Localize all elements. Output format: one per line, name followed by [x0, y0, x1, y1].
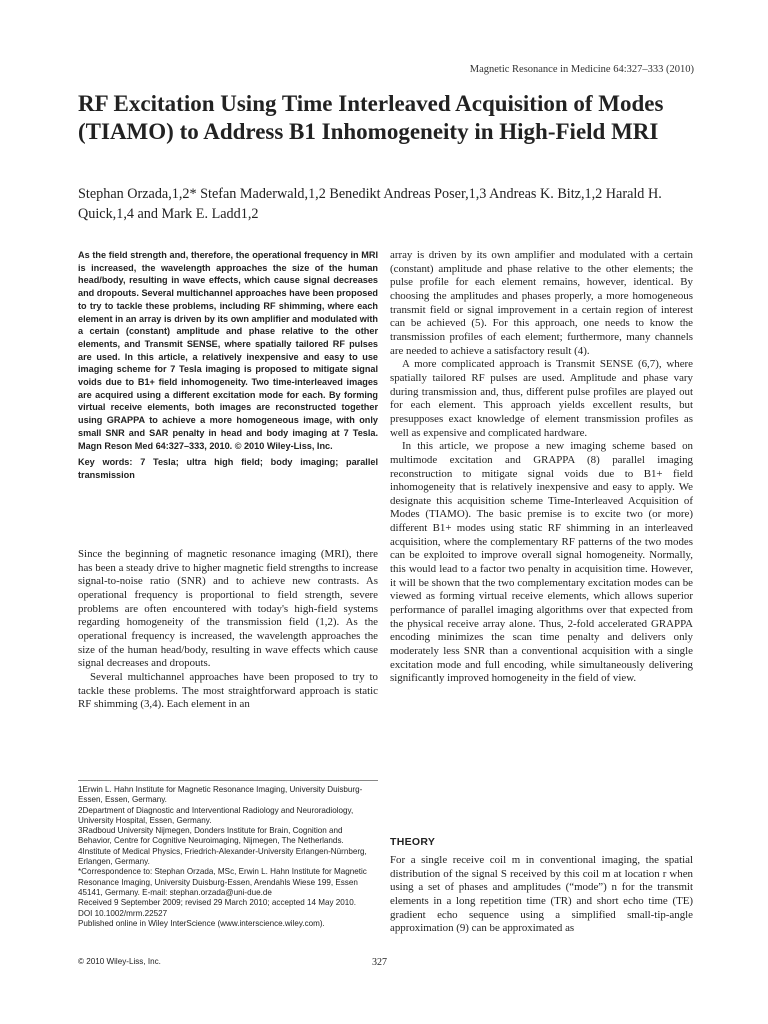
footnote: Received 9 September 2009; revised 29 March 2010; accepted 14 May 2010. [78, 898, 357, 908]
abstract-text: As the field strength and, therefore, the operational frequency in MRI is increased, the wavelength approaches the size of the human head/body, resulting in wave effects, which cause signal decreases and dropouts. Several multichannel approaches have been proposed to try to tackle these problems, including RF shimming, where each element in an array is driven by its own amplifier and modulated with a certain (constant) amplitude and phase relative to the other elements, and Transmit SENSE, where spatially tailored RF pulses are used. In this article, a relatively inexpensive and easy to use imaging scheme for 7 Tesla imaging is proposed to mitigate signal voids due to B1+ field inhomogeneity. Two time-interleaved images are acquired using a different excitation mode for each. By forming virtual receive elements, both images are reconstructed together using GRAPPA to achieve a more homogeneous image, with only small SNR and SAR penalty in head and body imaging at 7 Tesla. Magn Reson Med 64:327–333, 2010. © 2010 Wiley-Liss, Inc. [78, 250, 378, 451]
keywords: Key words: 7 Tesla; ultra high field; body imaging; parallel transmission [78, 457, 378, 480]
paper-title: RF Excitation Using Time Interleaved Acquisition of Modes (TIAMO) to Address B1 Inhomogeneity in High-Field MRI [78, 91, 664, 144]
introduction-left [78, 548, 378, 712]
footnotes [78, 780, 378, 929]
footnote: 1Erwin L. Hahn Institute for Magnetic Resonance Imaging, University Duisburg-Essen, Essen, Germany. [78, 785, 363, 805]
abstract [78, 249, 378, 482]
footnote: 4Institute of Medical Physics, Friedrich-Alexander-University Erlangen-Nürnberg, Erlangen, Germany. [78, 846, 367, 867]
intro-paragraph: Several multichannel approaches have been proposed to try to tackle these problems. The most straightforward approach is static RF shimming (3,4). Each element in an [78, 670, 378, 711]
footnote: 3Radboud University Nijmegen, Donders Institute for Brain, Cognition and Behavior, Centre for Cognitive Neuroimaging, Nijmegen, The Netherlands. [78, 826, 344, 846]
body-paragraph: In this article, we propose a new imaging scheme based on multimode excitation and GRAPPA (8) parallel imaging reconstruction to mitigate signal voids due to B1+ field inhomogeneity that is relatively inexpensive and easy to apply. We designate this acquisition scheme Time-Interleaved Acquisition of Modes (TIAMO). The basic premise is to excite two (or more) different B1+ modes using static RF shimming in an interleaved acquisition, where the complementary RF patterns of the two modes can be exploited to improve overall signal homogeneity. Normally, this would lead to a factor two penalty in acquisition time. However, it will be shown that the two complementary excitation modes can be viewed as forming virtual receive elements, which allows superior performance of parallel imaging algorithms over that expected from the physical receive array alone. Thus, 2-fold accelerated GRAPPA encoding minimizes the scan time penalty and delivers only moderately less SNR than a conventional acquisition with a single excitation mode and full encoding, while simultaneously delivering significantly improved homogeneity in the field of view. [390, 440, 693, 685]
footnote: 2Department of Diagnostic and Interventional Radiology and Neuroradiology, University Hospital, Essen, Germany. [78, 805, 354, 825]
section-heading-theory: THEORY [390, 836, 436, 848]
footnote: DOI 10.1002/mrm.22527 [78, 908, 168, 918]
right-column [390, 249, 693, 686]
theory-section [390, 854, 693, 936]
footnote: Published online in Wiley InterScience (www.interscience.wiley.com). [78, 918, 325, 928]
body-paragraph: For a single receive coil m in conventional imaging, the spatial distribution of the signal S received by this coil m at location r when using a set of phases and amplitudes (“mode”) n for the transmit elements in a long repetition time (TR) and short echo time (TE) gradient echo sequence using a simplified small-tip-angle approximation (9) can be approximated as [390, 854, 693, 935]
page-number: 327 [372, 957, 387, 968]
running-header: Magnetic Resonance in Medicine 64:327–333 (2010) [469, 64, 694, 75]
intro-paragraph: Since the beginning of magnetic resonance imaging (MRI), there has been a steady drive to higher magnetic field strengths to increase signal-to-noise ratio (SNR) and to achieve new contrasts. As operational frequency is proportional to field strength, severe problems are often encountered with today's high-field systems regarding homogeneity of the transmission field (1,2). As the operational frequency is increased, the wavelength approaches the size of the human head/body, resulting in wave effects which cause signal decreases and dropouts. [78, 548, 378, 670]
body-paragraph: array is driven by its own amplifier and modulated with a certain (constant) amplitude and phase relative to the other elements; the pulse profile for each element remains, however, identical. By choosing the amplitudes and phases properly, a more homogeneous transmit field or signal improvement in a certain region of interest can be achieved (5). For this approach, one needs to know the transmission profiles of each element; furthermore, many channels are needed to achieve a satisfactory result (4). [390, 249, 693, 357]
author-list: Stephan Orzada,1,2* Stefan Maderwald,1,2 Benedikt Andreas Poser,1,3 Andreas K. Bitz,1,2 Harald H. Quick,1,4 and Mark E. Ladd1,2 [78, 186, 662, 222]
footnote: *Correspondence to: Stephan Orzada, MSc, Erwin L. Hahn Institute for Magnetic Resonance Imaging, University Duisburg-Essen, Arendahls Wiese 199, Essen 45141, Germany. E-mail: stephan.orzada@uni-due.de [78, 867, 367, 897]
copyright: © 2010 Wiley-Liss, Inc. [78, 957, 161, 966]
body-paragraph: A more complicated approach is Transmit SENSE (6,7), where spatially tailored RF pulses are used. Amplitude and phase vary during transmission and, thus, different pulse profiles are played out for each element. This approach yields excellent results, but presupposes exact knowledge of element transmission profiles as well as expensive and complicated hardware. [390, 358, 693, 439]
